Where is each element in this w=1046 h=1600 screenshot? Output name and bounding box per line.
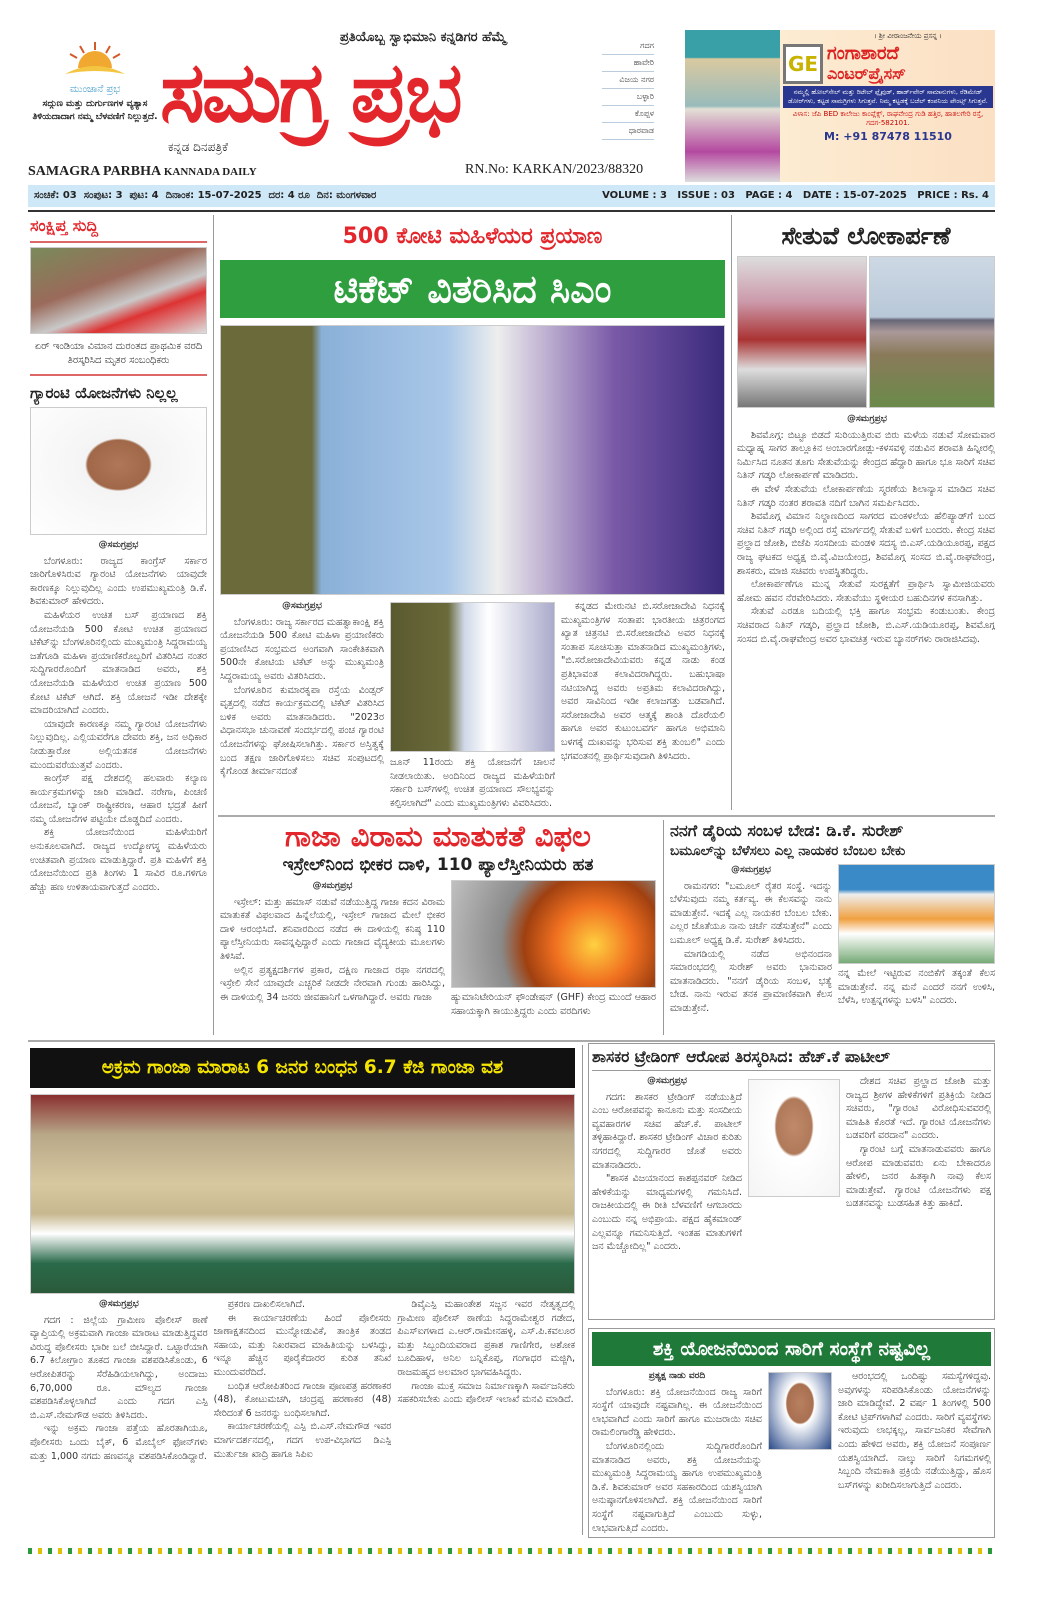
- city-item: ವಿಜಯ ನಗರ: [602, 72, 654, 89]
- ad-blessing: । ಶ್ರೀ ವೀರಾಂಜನೇಯ ಪ್ರಸನ್ನ ।: [874, 32, 942, 40]
- divider: [213, 215, 214, 1035]
- issue-info-kannada: ಸಂಚಿಕೆ: 03 ಸಂಪುಟ: 3 ಪುಟ: 4 ದಿನಾಂಕ: 15-07-2025 ದರ: 4 ರೂ ದಿನ: ಮಂಗಳವಾರ: [34, 190, 377, 201]
- suresh-story: [670, 820, 995, 1036]
- ganja-article-col2: ಪ್ರಕರಣ ದಾಖಲಿಸಲಾಗಿದೆ. ಈ ಕಾರ್ಯಾಚರಣೆಯ ಹಿಂದೆ ಪೊಲೀಸರು ಜಾಣಾಕ್ಷತನದಿಂದ ಮುನ್ನೋಡುವಿಕೆ, ತಾಂತ್ರಿಕ ತಂಡದ ಸಹಾಯ, ಮತ್ತು ನಿಖರವಾದ ಮಾಹಿತಿಯನ್ನು ಬಳಸಿದ್ದು, ಇನ್ನೂ ಹೆಚ್ಚಿನ ಪೂರೈಕೆದಾರರ ಕುರಿತ ತನಿಖೆ ಮುಂದುವರೆದಿದೆ. ಬಂಧಿತ ಆರೋಪಿತರಿಂದ ಗಾಂಜಾ ಪೂಣಪತ್ರ ಹರಣಾಕರ (48), ಕೋಟುಮಚಗಿ, ಚಂದ್ರಪ್ಪ ಹರಣಾಕರ (48) ಸೇರಿದಂತೆ 6 ಜನರನ್ನು ಬಂಧಿಸಲಾಗಿದೆ. ಕಾರ್ಯಾಚರಣೆಯಲ್ಲಿ ಎಸ್ಪಿ ಬಿ.ಎಸ್.ನೇಮಗೌಡ ಇವರ ಮಾರ್ಗದರ್ಶನದಲ್ಲಿ, ಗದಗ ಉಪ-ವಿಭಾಗದ ಡಿಎಸ್ಪಿ ಮುರ್ತುಜಾ ಖಾದ್ರಿ ಹಾಗೂ ಸಿಪಿಐ: [213, 1299, 392, 1460]
- shakti-box: [588, 1328, 995, 1538]
- section-brief-news: ಸಂಕ್ಷಿಪ್ತ ಸುದ್ದಿ: [30, 216, 99, 235]
- shakti-headline: ಶಕ್ತಿ ಯೋಜನೆಯಿಂದ ಸಾರಿಗೆ ಸಂಸ್ಥೆಗೆ ನಷ್ಟವಿಲ್ಲ: [652, 1338, 931, 1360]
- rn-number: RN.No: KARKAN/2023/88320: [465, 162, 644, 177]
- guarantee-headline: ಗ್ಯಾರಂಟಿ ಯೋಜನೆಗಳು ನಿಲ್ಲಲ್ಲ: [30, 384, 178, 402]
- ganja-story: [30, 1048, 575, 1536]
- newspaper-title: ಸಮಗ್ರ ಪ್ರಭ: [160, 43, 460, 141]
- divider: [30, 374, 207, 376]
- divider: [731, 215, 732, 810]
- left-column: [30, 215, 207, 1035]
- gaza-story: [220, 818, 656, 1036]
- ad-shop-photo: [685, 30, 780, 182]
- guarantee-article: @ಸಮಗ್ರಪ್ರಭ ಬೆಂಗಳೂರು: ರಾಜ್ಯದ ಕಾಂಗ್ರೆಸ್ ಸರ್ಕಾರ ಜಾರಿಗೊಳಿಸಿರುವ ಗ್ಯಾರಂಟಿ ಯೋಜನೆಗಳು ಯಾವುದೇ ಕಾರಣಕ್ಕೂ ನಿಲ್ಲುವುದಿಲ್ಲ ಎಂದು ಉಪಮುಖ್ಯಮಂತ್ರಿ ಡಿ.ಕೆ. ಶಿವಕುಮಾರ್ ಹೇಳಿದರು. ಮಹಿಳೆಯರ ಉಚಿತ ಬಸ್ ಪ್ರಯಾಣದ ಶಕ್ತಿ ಯೋಜನೆಯಡಿ 500 ಕೋಟಿ ಉಚಿತ ಪ್ರಯಾಣದ ಟಿಕೆಟ್‌ನ್ನು ಬೆಂಗಳೂರಿನಲ್ಲಿಂದು ಮುಖ್ಯಮಂತ್ರಿ ಸಿದ್ದರಾಮಯ್ಯ ಜತೆಗೂಡಿ ಮಹಿಳಾ ಪ್ರಯಾಣಿಕರೊಬ್ಬರಿಗೆ ವಿತರಿಸಿದ ನಂತರ ಸುದ್ದಿಗಾರರೊಂದಿಗೆ ಮಾತನಾಡಿದ ಅವರು, ಶಕ್ತಿ ಯೋಜನೆಯಡಿ ಮಹಿಳೆಯರ ಉಚಿತ ಪ್ರಯಾಣ 500 ಕೋಟಿ ಟಿಕೆಟ್ ಆಗಿದೆ. ಶಕ್ತಿ ಯೋಜನೆ ಇಡೀ ದೇಶಕ್ಕೇ ಮಾದರಿಯಾಗಿದೆ ಎಂದರು. ಯಾವುದೇ ಕಾರಣಕ್ಕೂ ನಮ್ಮ ಗ್ಯಾರಂಟಿ ಯೋಜನೆಗಳು ನಿಲ್ಲುವುದಿಲ್ಲ. ಎಲ್ಲಿಯವರೆಗೂ ದೇವರು ಶಕ್ತಿ, ಜನ ಅಧಿಕಾರ ನೀಡುತ್ತಾರೋ ಅಲ್ಲಿಯತನಕ ಯೋಜನೆಗಳು ಮುಂದುವರೆಯುತ್ತವೆ ಎಂದರು. ಕಾಂಗ್ರೆಸ್ ಪಕ್ಷ ದೇಶದಲ್ಲಿ ಹಲವಾರು ಕಲ್ಯಾಣ ಕಾರ್ಯಕ್ರಮಗಳನ್ನು ಜಾರಿ ಮಾಡಿದೆ. ನರೇಗಾ, ಪಿಂಚಣಿ ಯೋಜನೆ, ಬ್ಯಾಂಕ್ ರಾಷ್ಟ್ರೀಕರಣ, ಆಹಾರ ಭದ್ರತೆ ಹೀಗೆ ನಮ್ಮ ಯೋಜನೆಗಳ ಪಟ್ಟಿಯೇ ದೊಡ್ಡದಿದೆ ಎಂದರು. ಶಕ್ತಿ ಯೋಜನೆಯಿಂದ ಮಹಿಳೆಯರಿಗೆ ಅನುಕೂಲವಾಗಿದೆ. ರಾಜ್ಯದ ಉದ್ಯೋಗಸ್ಥ ಮಹಿಳೆಯರು ಉಚಿತವಾಗಿ ಪ್ರಯಾಣ ಮಾಡುತ್ತಿದ್ದಾರೆ. ಪ್ರತಿ ಮಹಿಳೆಗೆ ಶಕ್ತಿ ಯೋಜನೆಯಿಂದ ಪ್ರತಿ ತಿಂಗಳು 1 ಸಾವಿರ ರೂ.ಗಳಿಗೂ ಹೆಚ್ಚು ಹಣ ಉಳಿತಾಯವಾಗುತ್ತದೆ ಎಂದರು.: [30, 540, 207, 893]
- patil-headline: ಶಾಸಕರ ಟ್ರೇಡಿಂಗ್ ಆರೋಪ ತಿರಸ್ಕರಿಸಿದ: ಹೆಚ್.ಕೆ ಪಾಟೀಲ್: [592, 1047, 991, 1071]
- city-item: ಬಳ್ಳಾರಿ: [602, 89, 654, 106]
- ganja-article-col1: @ಸಮಗ್ರಪ್ರಭ ಗದಗ : ಜಿಲ್ಲೆಯ ಗ್ರಾಮೀಣ ಪೊಲೀಸ್ ಠಾಣೆ ವ್ಯಾಪ್ತಿಯಲ್ಲಿ ಅಕ್ರಮವಾಗಿ ಗಾಂಜಾ ಮಾರಾಟ ಮಾಡುತ್ತಿದ್ದವರ ವಿರುದ್ಧ ಪೊಲೀಸರು ಭಾರೀ ಬಲೆ ಬೀಸಿದ್ದಾರೆ. ಒಟ್ಟಾರೆಯಾಗಿ 6.7 ಕಿಲೋಗ್ರಾಂ ತೂಕದ ಗಾಂಜಾ ವಶಪಡಿಸಿಕೊಂಡು, 6 ಆರೋಪಿತರನ್ನು ಸೆರೆಹಿಡಿಯಲಾಗಿದ್ದು, ಅಂದಾಜು 6,70,000 ರೂ. ಮೌಲ್ಯದ ಗಾಂಜಾ ವಶಪಡಿಸಿಕೊಳ್ಳಲಾಗಿದೆ ಎಂದು ಗದಗ ಎಸ್ಪಿ ಬಿ.ಎಸ್.ನೇಮಗೌಡ ಅವರು ತಿಳಿಸಿದರು. ಇನ್ನು ಅಕ್ರಮ ಗಾಂಜಾ ಪತ್ತೆಯ ಹೊರತಾಗಿಯೂ, ಪೊಲೀಸರು ಒಂದು ಬೈಕ್, 6 ಮೊಬೈಲ್ ಫೋನ್‌ಗಳು ಮತ್ತು 1,000 ನಗದು ಹಣವನ್ನೂ ವಶಪಡಿಸಿಕೊಂಡಿದ್ದಾರೆ.: [30, 1299, 208, 1462]
- dk-shivakumar-photo: [30, 407, 207, 535]
- gaza-explosion-photo: [451, 880, 656, 988]
- advertisement[interactable]: [685, 30, 995, 182]
- ad-content: [783, 32, 993, 180]
- lead-headline-banner: [220, 260, 725, 318]
- shakti-article-col1: ಪ್ರತ್ಯಕ್ಷ ನಾಡು ವರದಿ ಬೆಂಗಳೂರು: ಶಕ್ತಿ ಯೋಜನೆಯಿಂದ ರಾಜ್ಯ ಸಾರಿಗೆ ಸಂಸ್ಥೆಗೆ ಯಾವುದೇ ನಷ್ಟವಾಗಿಲ್ಲ. ಈ ಯೋಜನೆಯಿಂದ ಲಾಭವಾಗಿದೆ ಎಂದು ಸಾರಿಗೆ ಹಾಗೂ ಮುಜರಾಯಿ ಸಚಿವ ರಾಮಲಿಂಗಾರೆಡ್ಡಿ ಹೇಳಿದರು. ಬೆಂಗಳೂರಿನಲ್ಲಿಂದು ಸುದ್ದಿಗಾರರೊಂದಿಗೆ ಮಾತನಾಡಿದ ಅವರು, ಶಕ್ತಿ ಯೋಜನೆಯನ್ನು ಮುಖ್ಯಮಂತ್ರಿ ಸಿದ್ದರಾಮಯ್ಯ ಹಾಗೂ ಉಪಮುಖ್ಯಮಂತ್ರಿ ಡಿ.ಕೆ. ಶಿವಕುಮಾರ್ ಅವರ ಸಹಕಾರದಿಂದ ಯಶಸ್ವಿಯಾಗಿ ಅನುಷ್ಠಾನಗೊಳಿಸಲಾಗಿದೆ. ಶಕ್ತಿ ಯೋಜನೆಯಿಂದ ಸಾರಿಗೆ ಸಂಸ್ಥೆಗೆ ನಷ್ಟವಾಗುತ್ತಿದೆ ಎಂಬುದು ಸುಳ್ಳು, ಲಾಭವಾಗುತ್ತಿದೆ ಎಂದರು.: [592, 1371, 762, 1533]
- gaza-article: @ಸಮಗ್ರಪ್ರಭ ಇಸ್ರೇಲ್: ಮತ್ತು ಹಮಾಸ್ ನಡುವೆ ನಡೆಯುತ್ತಿದ್ದ ಗಾಜಾ ಕದನ ವಿರಾಮ ಮಾತುಕತೆ ವಿಫಲವಾದ ಹಿನ್ನೆಲೆಯಲ್ಲಿ, ಇಸ್ರೇಲ್ ಗಾಜಾದ ಮೇಲೆ ಭೀಕರ ದಾಳಿ ಆರಂಭಿಸಿದೆ. ಶನಿವಾರದಿಂದ ನಡೆದ ಈ ದಾಳಿಯಲ್ಲಿ ಕನಿಷ್ಠ 110 ಪ್ಯಾಲೆಸ್ತೀನಿಯರು ಸಾವನ್ನಪ್ಪಿದ್ದಾರೆ ಎಂದು ಗಾಜಾದ ವೈದ್ಯಕೀಯ ಮೂಲಗಳು ತಿಳಿಸಿವೆ. ಅಲ್ಲಿನ ಪ್ರತ್ಯಕ್ಷದರ್ಶಿಗಳ ಪ್ರಕಾರ, ದಕ್ಷಿಣ ಗಾಜಾದ ರಫಾ ನಗರದಲ್ಲಿ ಇಸ್ರೇಲಿ ಸೇನೆ ಯಾವುದೇ ಎಚ್ಚರಿಕೆ ನೀಡದೇ ನೇರವಾಗಿ ಗುಂಡು ಹಾರಿಸಿದ್ದು, ಈ ದಾಳಿಯಲ್ಲಿ 34 ಜನರು ಜೀವಹಾನಿಗೆ ಒಳಗಾಗಿದ್ದಾರೆ. ಅವರು ಗಾಜಾ: [220, 881, 445, 1003]
- city-item: ಹಾವೇರಿ: [602, 55, 654, 72]
- ad-phone: M: +91 87478 11510: [824, 130, 952, 143]
- lead-article-col1: @ಸಮಗ್ರಪ್ರಭ ಬೆಂಗಳೂರು: ರಾಜ್ಯ ಸರ್ಕಾರದ ಮಹತ್ವಾಕಾಂಕ್ಷಿ ಶಕ್ತಿ ಯೋಜನೆಯಡಿ 500 ಕೋಟಿ ಮಹಿಳಾ ಪ್ರಯಾಣಿಕರು ಪ್ರಯಾಣಿಸಿದ ಸಂಭ್ರಮದ ಅಂಗವಾಗಿ ಸಾಂಕೇತಿಕವಾಗಿ 500ನೇ ಕೋಟಿಯ ಟಿಕೆಟ್ ಅನ್ನು ಮುಖ್ಯಮಂತ್ರಿ ಸಿದ್ದರಾಮಯ್ಯ ಅವರು ವಿತರಿಸಿದರು. ಬೆಂಗಳೂರಿನ ಕುಮಾರಕೃಪಾ ರಸ್ತೆಯ ವಿಂಡ್ಸರ್ ವೃತ್ತದಲ್ಲಿ ನಡೆದ ಕಾರ್ಯಕ್ರಮದಲ್ಲಿ ಟಿಕೆಟ್ ವಿತರಿಸಿದ ಬಳಿಕ ಅವರು ಮಾತನಾಡಿದರು. "2023ರ ವಿಧಾನಸಭಾ ಚುನಾವಣೆ ಸಂದರ್ಭದಲ್ಲಿ ಪಂಚ ಗ್ಯಾರಂಟಿ ಯೋಜನೆಗಳನ್ನು ಘೋಷಿಸಲಾಗಿತ್ತು. ಸರ್ಕಾರ ಅಸ್ತಿತ್ವಕ್ಕೆ ಬಂದ ತಕ್ಷಣ ಜಾರಿಗೊಳಿಸಲು ಸಚಿವ ಸಂಪುಟದಲ್ಲಿ ಕೈಗೊಂಡ ತೀರ್ಮಾನದಂತೆ: [220, 601, 384, 778]
- ad-name-2: ಎಂಟರ್‌ಪ್ರೈಸಸ್: [827, 64, 906, 83]
- patil-article-col2: ದೇಶದ ಸಚಿವ ಪ್ರಲ್ಹಾದ ಜೋಶಿ ಮತ್ತು ರಾಜ್ಯದ ಶ್ರೀಗಳ ಹೇಳಿಕೆಗಳಿಗೆ ಪ್ರತಿಕ್ರಿಯೆ ನೀಡಿದ ಸಚಿವರು, "ಗ್ಯಾರಂಟಿ ವಿರೋಧಿಸುವವರಲ್ಲಿ ಮಾಹಿತಿ ಕೊರತೆ ಇದೆ. ಗ್ಯಾರಂಟಿ ಯೋಜನೆಗಳು ಬಡವರಿಗೆ ವರದಾನ" ಎಂದರು. ಗ್ಯಾರಂಟಿ ಬಗ್ಗೆ ಮಾತನಾಡುವವರು ಹಾಗೂ ಆರೋಪ ಮಾಡುವವರು ಏನು ಬೇಕಾದರೂ ಹೇಳಲಿ, ಜನರ ಹಿತಕ್ಕಾಗಿ ನಾವು ಕೆಲಸ ಮಾಡುತ್ತೇವೆ. ಗ್ಯಾರಂಟಿ ಯೋಜನೆಗಳು ಪಕ್ಷ ಬಡತನವನ್ನು ಬುಡಸಹಿತ ಕಿತ್ತು ಹಾಕಿದೆ.: [846, 1076, 991, 1210]
- shakti-article-col2: ಆರಂಭದಲ್ಲಿ ಒಂದಿಷ್ಟು ಸಮಸ್ಯೆಗಳಿದ್ದವು. ಅವುಗಳನ್ನು ಸರಿಪಡಿಸಿಕೊಂಡು ಯೋಜನೆಗಳನ್ನು ಜಾರಿ ಮಾಡಿದ್ದೇವೆ. 2 ವರ್ಷ 1 ತಿಂಗಳಲ್ಲಿ 500 ಕೋಟಿ ಟ್ರಿಪ್‌ಗಳಾಗಿವೆ ಎಂದರು. ಸಾರಿಗೆ ವ್ಯವಸ್ಥೆಗಳು ಇರುವುದು ಲಾಭಕ್ಕಲ್ಲ, ಸಾರ್ವಜನಿಕರ ಸೇವೆಗಾಗಿ ಎಂದು ಹೇಳಿದ ಅವರು, ಶಕ್ತಿ ಯೋಜನೆ ಸಂಪೂರ್ಣ ಯಶಸ್ವಿಯಾಗಿದೆ. ನಾಲ್ಕು ಸಾರಿಗೆ ನಿಗಮಗಳಲ್ಲಿ ಸಿಬ್ಬಂದಿ ನೇಮಕಾತಿ ಪ್ರಕ್ರಿಯೆ ನಡೆಯುತ್ತಿದ್ದು, ಹೊಸ ಬಸ್‌ಗಳನ್ನು ಖರೀದಿಸಲಾಗುತ್ತಿದೆ ಎಂದರು.: [838, 1371, 991, 1491]
- ad-description: ನಮ್ಮಲ್ಲಿ ಹೋಲ್‌ಸೇಲ್ ಮತ್ತು ರಿಟೇಲ್ ಫ್ಲೈವುಡ್, ಹಾರ್ಡ್‌ವೇರ್ ಸಾಮಾನುಗಳು, ರೆಡಿಮೇಡ್ ಡೋರ್‌ಗಳು, ಕಟ್ಟಡ ಸಾಮಗ್ರಿಗಳು ಸಿಗುತ್ತವೆ. ನಿಮ್ಮ ಕಟ್ಟಡಕ್ಕೆ ಬಜೆಲ್ ಕಂಪನಿಯ ಪೇಂಟ್ಸ್ ಸಿಗುತ್ತವೆ.: [783, 86, 993, 108]
- police-seizure-photo: [30, 1094, 575, 1294]
- issue-info-bar: [28, 185, 995, 207]
- tagline: ಪ್ರತಿಯೊಬ್ಬ ಸ್ವಾಭಿಮಾನಿ ಕನ್ನಡಿಗರ ಹೆಮ್ಮೆ: [340, 30, 507, 45]
- suresh-event-photo: [838, 864, 995, 964]
- ad-logo: GE: [783, 44, 823, 84]
- gaza-headline: ಗಾಜಾ ವಿರಾಮ ಮಾತುಕತೆ ವಿಫಲ: [285, 819, 591, 853]
- cm-bus-photo: [390, 602, 555, 752]
- ad-address: ವಿಳಾಸ: ಜೆಪಿ BED ಕಾಲೇಜು ಕಾಂಪ್ಲೆಕ್ಸ್, ರಾಘವೇಂದ್ರ ಗುಡಿ ಹತ್ತಿರ, ಹಾತಲಗೇರಿ ರಸ್ತೆ, ಗದಗ-582101.: [792, 110, 984, 127]
- plane-crash-photo: [30, 247, 207, 334]
- newspaper-subtitle: ಕನ್ನಡ ದಿನಪತ್ರಿಕೆ: [168, 140, 229, 154]
- suresh-article: @ಸಮಗ್ರಪ್ರಭ ರಾಮನಗರ: "ಬಮೂಲ್ ರೈತರ ಸಂಸ್ಥೆ. ಇದನ್ನು ಬೆಳೆಸುವುದು ನಮ್ಮ ಕರ್ತವ್ಯ. ಈ ಕೆಲಸವನ್ನು ನಾನು ಮಾಡುತ್ತೇನೆ. ಇದಕ್ಕೆ ಎಲ್ಲ ನಾಯಕರ ಬೆಂಬಲ ಬೇಕು. ಎಲ್ಲರ ಜೊತೆಯೂ ನಾನು ಚರ್ಚೆ ನಡೆಸುತ್ತೇನೆ" ಎಂದು ಬಮೂಲ್ ಅಧ್ಯಕ್ಷ ಡಿ.ಕೆ. ಸುರೇಶ್ ತಿಳಿಸಿದರು. ಮಾಗಡಿಯಲ್ಲಿ ನಡೆದ ಅಭಿನಂದನಾ ಸಮಾರಂಭದಲ್ಲಿ ಸುರೇಶ್ ಅವರು ಭಾನುವಾರ ಮಾತನಾಡಿದರು. "ನನಗೆ ಡೈರಿಯ ಸಂಬಳ, ಭತ್ಯೆ ಬೇಡ. ನಾನು ಇರುವ ತನಕ ಪ್ರಾಮಾಣಿಕವಾಗಿ ಕೆಲಸ ಮಾಡುತ್ತೇನೆ.: [670, 865, 832, 1014]
- gaza-subhead: ಇಸ್ರೇಲ್‌ನಿಂದ ಭೀಕರ ದಾಳಿ, 110 ಪ್ಯಾಲೆಸ್ತೀನಿಯರು ಹತ: [282, 855, 594, 875]
- suresh-subhead: ಬಮೂಲ್‌ನ್ನು ಬೆಳೆಸಲು ಎಲ್ಲ ನಾಯಕರ ಬೆಂಬಲ ಬೇಕು: [670, 843, 906, 859]
- shakti-headline-banner: [592, 1332, 991, 1366]
- bridge-article: @ಸಮಗ್ರಪ್ರಭ ಶಿವಮೊಗ್ಗ: ಬಿಟ್ಟೂ ಬಿಡದೆ ಸುರಿಯುತ್ತಿರುವ ಬಿರು ಮಳೆಯ ನಡುವೆ ಸೋಮವಾರ ಮಧ್ಯಾಹ್ನ ಸಾಗರ ತಾಲ್ಲೂಕಿನ ಅಂಬಾರಗೋಡ್ಲು-ಕಳಸವಳ್ಳಿ ನಡುವಿನ ಶರಾವತಿ ಹಿನ್ನೀರಲ್ಲಿ ನಿರ್ಮಿಸಿದ ನೂತನ ತೂಗು ಸೇತುವೆಯನ್ನು ಕೇಂದ್ರದ ಹೆದ್ದಾರಿ ಹಾಗೂ ಭೂ ಸಾರಿಗೆ ಸಚಿವ ನಿತಿನ್ ಗಡ್ಕರಿ ಲೋಕಾರ್ಪಣೆ ಮಾಡಿದರು. ಈ ವೇಳೆ ಸೇತುವೆಯ ಲೋಕಾರ್ಪಣೆಯ ಸ್ಮರಣೆಯ ಶಿಲಾನ್ಯಾಸ ಮಾಡಿದ ಸಚಿವ ನಿತಿನ್ ಗಡ್ಕರಿ ನಂತರ ಶರಾವತಿ ನದಿಗೆ ಬಾಗಿನ ಸಮರ್ಪಿಸಿದರು. ಶಿವಮೊಗ್ಗ ವಿಮಾನ ನಿಲ್ದಾಣದಿಂದ ಸಾಗರದ ಮಂಕಳಲೆಯ ಹೆಲಿಪ್ಯಾಡ್‌ಗೆ ಬಂದ ಸಚಿವ ನಿತಿನ್ ಗಡ್ಕರಿ ಅಲ್ಲಿಂದ ರಸ್ತೆ ಮಾರ್ಗದಲ್ಲಿ ಸೇತುವೆ ಬಳಿಗೆ ಬಂದರು. ಕೇಂದ್ರ ಸಚಿವ ಪ್ರಲ್ಹಾದ ಜೋಶಿ, ಬಿಜೆಪಿ ಸಂಸದೀಯ ಮಂಡಳಿ ಸದಸ್ಯ ಬಿ.ಎಸ್.ಯಡಿಯೂರಪ್ಪ, ಪಕ್ಷದ ರಾಜ್ಯ ಘಟಕದ ಅಧ್ಯಕ್ಷ ಬಿ.ವೈ.ವಿಜಯೇಂದ್ರ, ಶಿವಮೊಗ್ಗ ಸಂಸದ ಬಿ.ವೈ.ರಾಘವೇಂದ್ರ, ಶಾಸಕರು, ಮಾಜಿ ಸಚಿವರು ಉಪಸ್ಥಿತರಿದ್ದರು. ಲೋಕಾರ್ಪಣೆಗೂ ಮುನ್ನ ಸೇತುವೆ ಸುರಕ್ಷತೆಗೆ ಪ್ರಾರ್ಥಿಸಿ ಸ್ವಾಮೀಜಿಯವರು ಹೋಮ ಹವನ ನೆರವೇರಿಸಿದರು. ಸೇತುವೆಯು ಸ್ಥಳೀಯರ ಬಹುದಿನಗಳ ಕನಸಾಗಿತ್ತು. ಸೇತುವೆ ಎರಡೂ ಬದಿಯಲ್ಲಿ ಭಕ್ತಿ ಹಾಗೂ ಸಂಭ್ರಮ ಕಂಡುಬಂತು. ಕೇಂದ್ರ ಸಚಿವರಾದ ನಿತಿನ್ ಗಡ್ಕರಿ, ಪ್ರಲ್ಹಾದ ಜೋಶಿ, ಬಿ.ಎಸ್.ಯಡಿಯೂರಪ್ಪ, ಶಿವಮೊಗ್ಗ ಸಂಸದ ಬಿ.ವೈ.ರಾಘವೇಂದ್ರ ಅವರ ಭಾವಚಿತ್ರ ಇರುವ ಬ್ಯಾನರ್‌ಗಳು ರಾರಾಜಿಸಿದವು.: [737, 414, 995, 645]
- sunrise-logo-icon: [60, 40, 130, 78]
- lead-article-col3: ಕನ್ನಡದ ಮೇರುನಟಿ ಬಿ.ಸರೋಜಾದೇವಿ ನಿಧನಕ್ಕೆ ಮುಖ್ಯಮಂತ್ರಿಗಳ ಸಂತಾಪ: ಭಾರತೀಯ ಚಿತ್ರರಂಗದ ಖ್ಯಾತ ಚಿತ್ರನಟಿ ಬಿ.ಸರೋಜಾದೇವಿ ಅವರ ನಿಧನಕ್ಕೆ ಸಂತಾಪ ಸೂಚಿಸುತ್ತಾ ಮಾತನಾಡಿದ ಮುಖ್ಯಮಂತ್ರಿಗಳು, "ಬಿ.ಸರೋಜಾದೇವಿಯವರು ಕನ್ನಡ ನಾಡು ಕಂಡ ಪ್ರತಿಭಾವಂತ ಕಲಾವಿದರಾಗಿದ್ದರು. ಬಹುಭಾಷಾ ನಟಿಯಾಗಿದ್ದ ಅವರು ಅಪ್ರತಿಮ ಕಲಾವಿದರಾಗಿದ್ದು, ಅವರ ಸಾವಿನಿಂದ ಇಡೀ ಕಲಾಜಗತ್ತು ಬಡವಾಗಿದೆ. ಸರೋಜಾದೇವಿ ಅವರ ಆತ್ಮಕ್ಕೆ ಶಾಂತಿ ದೊರೆಯಲಿ ಹಾಗೂ ಅವರ ಕುಟುಂಬವರ್ಗ ಹಾಗೂ ಅಭಿಮಾನಿ ಬಳಗಕ್ಕೆ ದುಃಖವನ್ನು ಭರಿಸುವ ಶಕ್ತಿ ತುಂಬಲಿ" ಎಂದು ಭಗವಂತನಲ್ಲಿ ಪ್ರಾರ್ಥಿಸುವುದಾಗಿ ತಿಳಿಸಿದರು.: [561, 601, 725, 762]
- divider: [663, 820, 664, 1035]
- city-item: ಕೊಪ್ಪಳ: [602, 106, 654, 123]
- lead-photo-caption: ಜೂನ್ 11ರಂದು ಶಕ್ತಿ ಯೋಜನೆಗೆ ಚಾಲನೆ ನೀಡಲಾಯಿತು. ಅಂದಿನಿಂದ ರಾಜ್ಯದ ಮಹಿಳೆಯರಿಗೆ ಸರ್ಕಾರಿ ಬಸ್‌ಗಳಲ್ಲಿ ಉಚಿತ ಪ್ರಯಾಣದ ಸೌಲಭ್ಯವನ್ನು ಕಲ್ಪಿಸಲಾಗಿದೆ" ಎಂದು ಮುಖ್ಯಮಂತ್ರಿಗಳು ವಿವರಿಸಿದರು.: [390, 757, 555, 809]
- brief-caption: ಏರ್ ಇಂಡಿಯಾ ವಿಮಾನ ದುರಂತದ ಪ್ರಾಥಮಿಕ ವರದಿ ತಿರಸ್ಕರಿಸಿದ ಮೃತರ ಸಂಬಂಧಿಕರು: [34, 341, 203, 366]
- bridge-headline: ಸೇತುವೆ ಲೋಕಾರ್ಪಣೆ: [781, 222, 951, 250]
- issue-info-english: VOLUME : 3 ISSUE : 03 PAGE : 4 DATE : 15-07-2025 PRICE : Rs. 4: [602, 190, 989, 201]
- ad-name-1: ಗಂಗಾಶಾರದೆ: [827, 43, 899, 64]
- patil-box: [588, 1043, 995, 1320]
- divider: [28, 1040, 995, 1042]
- masthead-logo: [30, 40, 160, 165]
- divider: [218, 815, 995, 817]
- gaza-photo-caption: ಹ್ಯುಮಾನಿಟೇರಿಯನ್ ಫೌಂಡೇಷನ್ (GHF) ಕೇಂದ್ರ ಮುಂದೆ ಆಹಾರ ಸಹಾಯಕ್ಕಾಗಿ ಕಾಯುತ್ತಿದ್ದರು ಎಂದು ವರದಿಗಳು: [451, 992, 656, 1017]
- divider: [30, 241, 207, 243]
- footer-dots: [28, 1548, 995, 1554]
- patil-article-col1: @ಸಮಗ್ರಪ್ರಭ ಗದಗ: ಶಾಸಕರ ಟ್ರೇಡಿಂಗ್ ನಡೆಯುತ್ತಿದೆ ಎಂಬ ಆರೋಪವನ್ನು ಕಾನೂನು ಮತ್ತು ಸಂಸದೀಯ ವ್ಯವಹಾರಗಳ ಸಚಿವ ಹೆಚ್.ಕೆ. ಪಾಟೀಲ್ ತಳ್ಳಿಹಾಕಿದ್ದಾರೆ. ಶಾಸಕರ ಟ್ರೇಡಿಂಗ್ ವಿಚಾರ ಕುರಿತು ನಗರದಲ್ಲಿ ಸುದ್ದಿಗಾರರ ಜೊತೆ ಅವರು ಮಾತನಾಡಿದರು. "ಶಾಸಕ ವಿಜಯಾನಂದ ಕಾಶಪ್ಪನವರ್ ನೀಡಿದ ಹೇಳಿಕೆಯನ್ನು ಮಾಧ್ಯಮಗಳಲ್ಲಿ ಗಮನಿಸಿದೆ. ರಾಜಕೀಯದಲ್ಲಿ ಈ ರೀತಿ ಬೆಳವಣಿಗೆ ಆಗಬಾರದು ಎಂಬುದು ನನ್ನ ಅಭಿಪ್ರಾಯ. ಪಕ್ಷದ ಹೈಕಮಾಂಡ್ ಎಲ್ಲವನ್ನೂ ಗಮನಿಸುತ್ತಿದೆ. ಇಂತಹ ಮಾತುಗಳಿಗೆ ಜನ ಮೆಚ್ಚೋದಿಲ್ಲ" ಎಂದರು.: [592, 1076, 742, 1253]
- divider: [582, 1045, 583, 1535]
- lead-headline: ಟಿಕೆಟ್ ವಿತರಿಸಿದ ಸಿಎಂ: [333, 267, 612, 311]
- motto: ಸದ್ಗುಣ ಮತ್ತು ದುರ್ಗುಣಗಳ ವ್ಯತ್ಯಾಸ ತಿಳಿಯದಾದಾಗ ನಮ್ಮ ಬೆಳವಣಿಗೆ ನಿಲ್ಲುತ್ತದೆ.: [32, 99, 158, 122]
- ramalinga-reddy-photo: [768, 1372, 832, 1450]
- bridge-photo: [869, 256, 995, 408]
- cm-ticket-photo: [220, 325, 725, 595]
- suresh-article-tail: ನನ್ನ ಮೇಲೆ ಇಟ್ಟಿರುವ ನಂಬಿಕೆಗೆ ತಕ್ಕಂತೆ ಕೆಲಸ ಮಾಡುತ್ತೇನೆ. ನನ್ನ ಮನೆ ಎಂದರೆ ನನಗೆ ಉಳಿಸಿ, ಬೆಳೆಸಿ, ಉತ್ಪನ್ನಗಳನ್ನು ಬಳಸಿ" ಎಂದರು.: [838, 968, 995, 1007]
- logo-text: ಮುಂಜಾನೆ ಪ್ರಭ: [69, 84, 121, 95]
- hk-patil-photo: [748, 1079, 840, 1197]
- city-item: ಧಾರವಾಡ: [602, 123, 654, 140]
- lead-kicker: 500 ಕೋಟಿ ಮಹಿಳೆಯರ ಪ್ರಯಾಣ: [342, 224, 603, 249]
- gadkari-photo: [737, 256, 867, 408]
- suresh-headline: ನನಗೆ ಡೈರಿಯ ಸಂಬಳ ಬೇಡ: ಡಿ.ಕೆ. ಸುರೇಶ್: [670, 821, 904, 840]
- english-name: SAMAGRA PARBHA KANNADA DAILY: [28, 164, 257, 179]
- bridge-story: [737, 220, 995, 811]
- ganja-article-col3: ಡಿವೈಎಸ್ಪಿ ಮಹಾಂತೇಶ ಸಜ್ಜನ ಇವರ ನೇತೃತ್ವದಲ್ಲಿ ಗ್ರಾಮೀಣ ಪೊಲೀಸ್ ಠಾಣೆಯ ಸಿದ್ದರಾಮೇಶ್ವರ ಗಡೇದ, ಪಿಎಸ್‌ಐಗಳಾದ ಎ.ಆರ್.ರಾಮೇನಹಳ್ಳಿ, ಎಸ್.ಪಿ.ಕವಲೂರ ಮತ್ತು ಸಿಬ್ಬಂದಿಯವರಾದ ಪ್ರಕಾಶ ಗಾಣಿಗೇರ, ಅಶೋಕ ಬೂದಿಹಾಳ, ಅನಿಲ ಬನ್ನಿಕೊಪ್ಪ, ಗಂಗಾಧರ ಮಜ್ಜಿಗಿ, ರಾಜಮಹ್ಮದ ಅಲಮಾರ ಭಾಗವಹಿಸಿದ್ದರು. ಗಾಂಜಾ ಮುಕ್ತ ಸಮಾಜ ನಿರ್ಮಾಣಕ್ಕಾಗಿ ಸಾರ್ವಜನಿಕರು ಸಹಕರಿಸಬೇಕು ಎಂದು ಪೊಲೀಸ್ ಇಲಾಖೆ ಮನವಿ ಮಾಡಿದೆ.: [397, 1299, 576, 1406]
- divider: [28, 210, 995, 212]
- city-list: [602, 38, 654, 140]
- city-item: ಗದಗ: [602, 38, 654, 55]
- ganja-headline: ಅಕ್ರಮ ಗಾಂಜಾ ಮಾರಾಟ 6 ಜನರ ಬಂಧನ 6.7 ಕೆಜಿ ಗಾಂಜಾ ವಶ: [101, 1057, 504, 1078]
- ganja-headline-banner: [30, 1048, 575, 1088]
